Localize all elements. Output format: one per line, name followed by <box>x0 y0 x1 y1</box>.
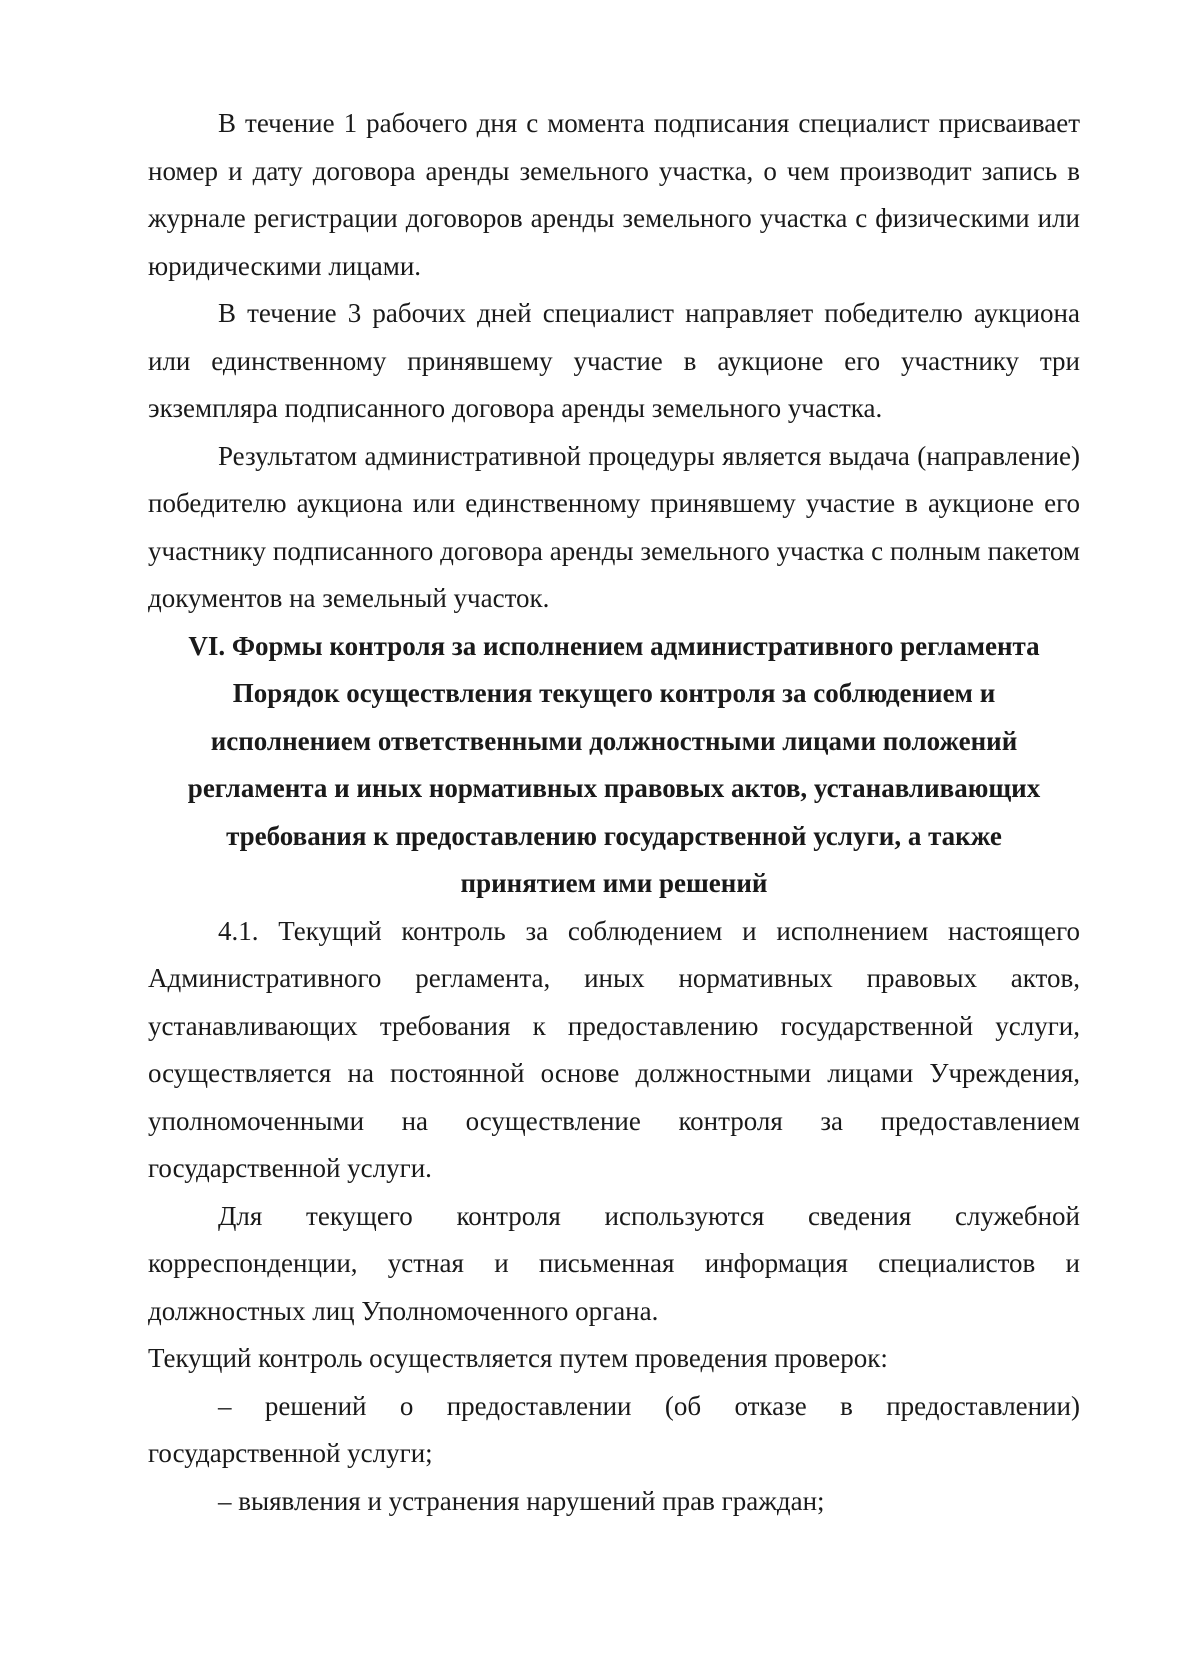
section-heading <box>148 623 1080 908</box>
paragraph-control-sources: Для текущего контроля используются сведения служебной корреспонденции, устная и письменная информация специалистов и должностных лиц Уполномоченного органа. <box>148 1200 1080 1326</box>
heading-line-2: Порядок осуществления текущего контроля за соблюдением и <box>232 678 996 708</box>
heading-line-1: VI. Формы контроля за исполнением административного регламента <box>188 630 1040 661</box>
paragraph-procedure-result: Результатом административной процедуры является выдача (направление) победителю аукциона или единственному принявшему участие в аукционе его участнику подписанного договора аренды земельного участка с полным пакетом документов на земельный участок. <box>148 440 1080 613</box>
list-item-violations: – выявления и устранения нарушений прав граждан; <box>218 1485 825 1516</box>
heading-line-3: исполнением ответственными должностными лицами положений <box>210 725 1018 756</box>
document-page <box>148 100 1080 1525</box>
paragraph-current-control: 4.1. Текущий контроль за соблюдением и исполнением настоящего Административного регламента, иных нормативных правовых актов, устанавливающих требования к предоставлению государственной услуги, осуществляется на постоянной основе должностными лицами Учреждения, уполномоченными на осуществление контроля за предоставлением государственной услуги. <box>148 915 1080 1183</box>
heading-line-4: регламента и иных нормативных правовых актов, устанавливающих <box>187 773 1041 803</box>
paragraph-contract-sending: В течение 3 рабочих дней специалист направляет победителю аукциона или единственному принявшему участие в аукционе его участнику три экземпляра подписанного договора аренды земельного участка. <box>148 298 1080 423</box>
heading-line-5: требования к предоставлению государственной услуги, а также <box>226 820 1002 851</box>
list-item-decisions: – решений о предоставлении (об отказе в предоставлении) государственной услуги; <box>148 1390 1080 1468</box>
paragraph-contract-registration: В течение 1 рабочего дня с момента подписания специалист присваивает номер и дату договора аренды земельного участка, о чем производит запись в журнале регистрации договоров аренды земельного участка с физическими или юридическими лицами. <box>148 108 1080 281</box>
heading-line-6: принятием ими решений <box>460 868 768 898</box>
paragraph-control-method: Текущий контроль осуществляется путем проведения проверок: <box>148 1343 888 1373</box>
